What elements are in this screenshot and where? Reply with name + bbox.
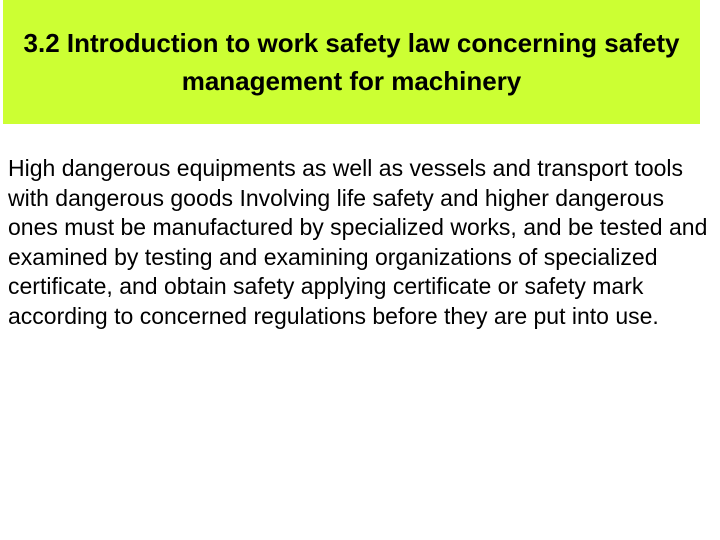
title-banner — [3, 0, 700, 124]
slide-body-text: High dangerous equipments as well as vessels and transport tools with dangerous goods Involving life safety and higher dangerous ones must be manufactured by specialized works, and be tested and examined by testing and examining organizations of specialized certificate, and obtain safety applying certificate or safety mark according to concerned regulations before they are put into use. — [8, 155, 708, 329]
slide-title: 3.2 Introduction to work safety law concerning safety management for machinery — [23, 28, 680, 96]
